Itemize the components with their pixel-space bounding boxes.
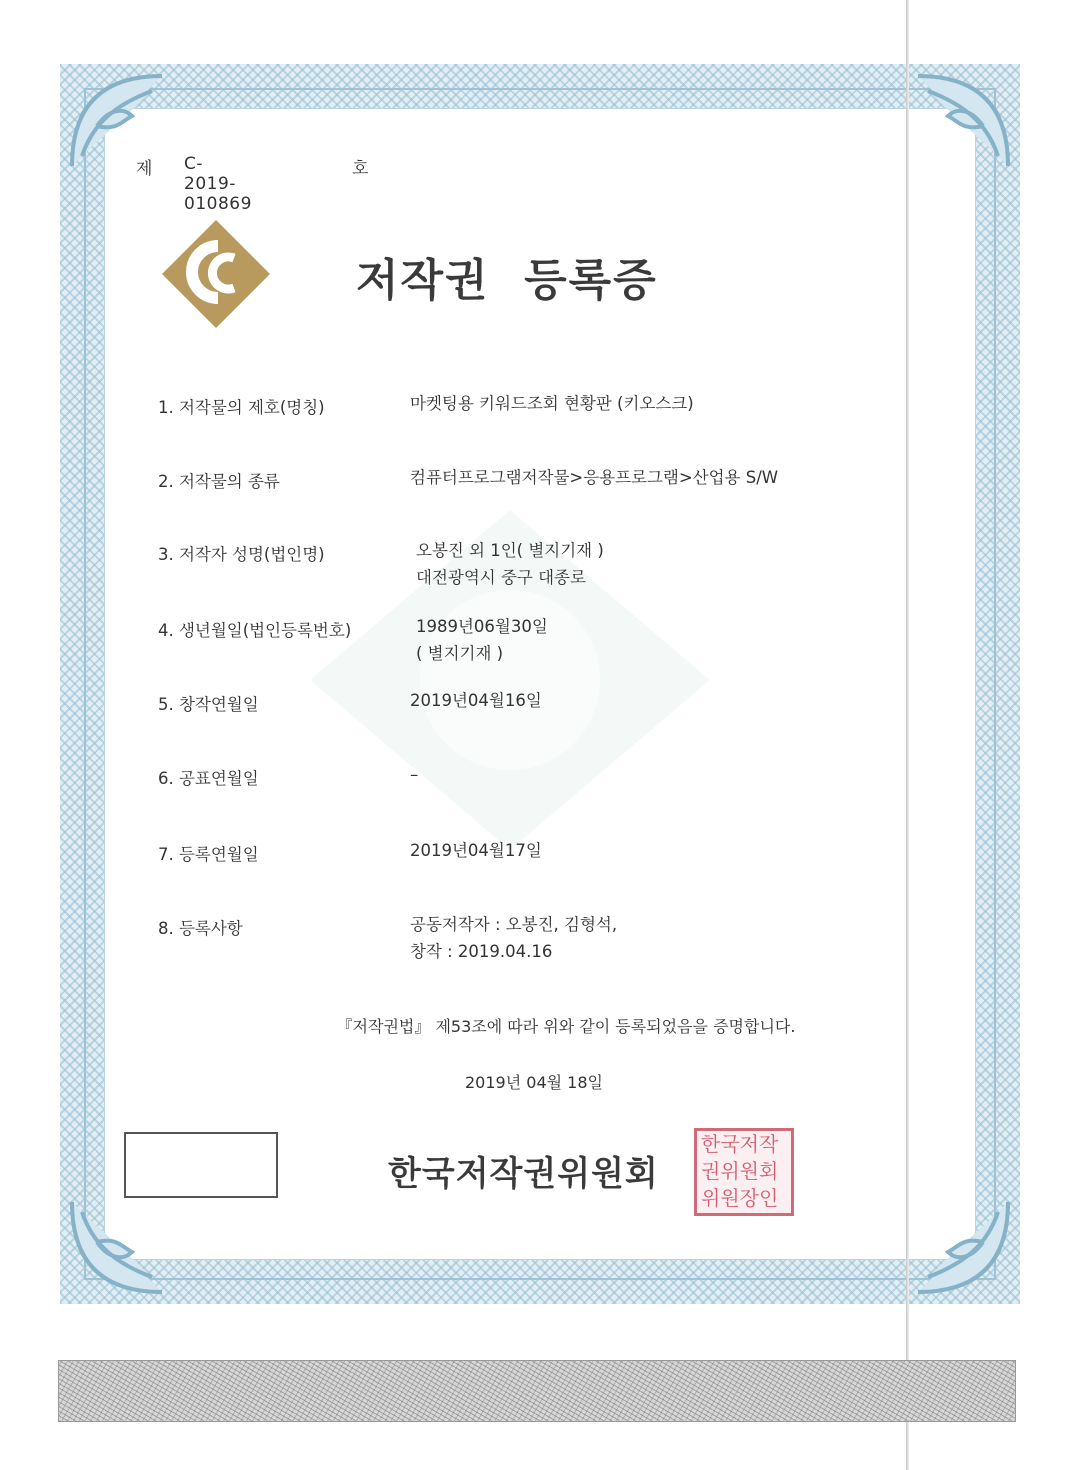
field-label-title: 1. 저작물의 제호(명칭) xyxy=(158,398,325,417)
field-value-registration-details: 공동저작자 : 오봉진, 김형석, 창작 : 2019.04.16 xyxy=(410,915,618,961)
seal-row: 위원장인 xyxy=(701,1186,779,1210)
registration-number-prefix: 제 xyxy=(136,159,153,179)
certification-statement: 『저작권법』 제53조에 따라 위와 같이 등록되었음을 증명합니다. xyxy=(336,1017,796,1036)
registration-number-value: C-2019-010869 xyxy=(184,154,252,214)
field-label-birthdate: 4. 생년월일(법인등록번호) xyxy=(158,621,352,640)
security-pattern-strip xyxy=(58,1360,1016,1422)
seal-row: 한국저작 xyxy=(701,1132,779,1156)
field-label-registration-date: 7. 등록연월일 xyxy=(158,845,259,864)
corner-ornament-bottom-left xyxy=(62,1192,172,1302)
field-label-creation-date: 5. 창작연월일 xyxy=(158,695,259,714)
field-label-registration-details: 8. 등록사항 xyxy=(158,919,243,938)
field-label-author: 3. 저작자 성명(법인명) xyxy=(158,545,325,564)
field-value-publication-date: – xyxy=(410,765,419,784)
field-value-author: 오봉진 외 1인( 별지기재 ) 대전광역시 중구 대종로 xyxy=(416,541,604,587)
seal-row: 권위원회 xyxy=(701,1159,779,1183)
blank-box xyxy=(124,1132,278,1198)
corner-ornament-top-right xyxy=(908,66,1018,176)
field-value-type: 컴퓨터프로그램저작물>응용프로그램>산업용 S/W xyxy=(410,468,779,487)
certificate-title: 저작권 등록증 xyxy=(356,255,658,306)
copyright-commission-logo-icon xyxy=(158,216,274,332)
official-seal-stamp xyxy=(694,1128,794,1216)
issue-date: 2019년 04월 18일 xyxy=(465,1073,603,1092)
field-label-type: 2. 저작물의 종류 xyxy=(158,472,280,491)
corner-ornament-bottom-right xyxy=(908,1192,1018,1302)
field-label-publication-date: 6. 공표연월일 xyxy=(158,769,259,788)
field-value-creation-date: 2019년04월16일 xyxy=(410,691,542,710)
paper-fold-line xyxy=(906,0,909,1470)
field-value-registration-date: 2019년04월17일 xyxy=(410,841,542,860)
field-value-birthdate: 1989년06월30일 ( 별지기재 ) xyxy=(416,617,548,663)
field-value-title: 마켓팅용 키워드조회 현황판 (키오스크) xyxy=(410,394,694,413)
registration-number-suffix: 호 xyxy=(352,159,369,179)
issuing-organization: 한국저작권위원회 xyxy=(388,1154,659,1194)
corner-ornament-top-left xyxy=(62,66,172,176)
